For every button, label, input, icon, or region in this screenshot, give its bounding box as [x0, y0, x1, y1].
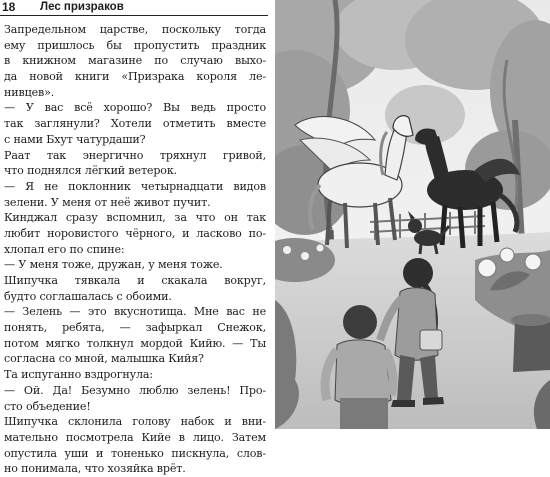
text-line: зелени. У меня от неё живот пучит.	[4, 195, 211, 209]
text-line: да новой книги «Призрака короля ле-	[4, 70, 266, 84]
text-line: будто соглашалась с обоими.	[4, 289, 172, 303]
text-line: — Ой. Да! Безумно люблю зелень! Про-	[4, 383, 266, 397]
text-line: Шипучка тявкала и скакала вокруг,	[4, 274, 266, 287]
text-line: нивцев».	[4, 85, 55, 99]
text-line: потом мягко толкнул мордой Кийю. — Ты	[4, 336, 266, 350]
text-line: Та испуганно вздрогнула:	[4, 368, 153, 382]
text-line: согласна со мной, малышка Кийя?	[4, 352, 204, 366]
body-text-column	[4, 22, 266, 477]
text-line: но понимала, что хозяйка врёт.	[4, 462, 186, 476]
text-line: хлопал его по спине:	[4, 242, 125, 256]
text-line: опустила уши и тоненько пискнула, слов-	[4, 446, 266, 460]
text-line: сто объедение!	[4, 399, 91, 413]
text-line: мательно посмотрела Кийе в лицо. Затем	[4, 430, 266, 444]
text-line: Шипучка склонила голову набок и вни-	[4, 415, 266, 429]
text-line: — Я не поклонник четырнадцати видов	[4, 179, 266, 193]
running-header	[0, 0, 268, 16]
text-line: Кинджал сразу вспомнил, за что он так	[4, 211, 266, 225]
text-line: понять, ребята, — зафыркал Снежок,	[4, 321, 266, 335]
text-line: любит норовистого чёрного, и ласково по-	[4, 226, 266, 240]
text-line: в книжном магазине по случаю выхо-	[4, 54, 266, 68]
text-line: — У меня тоже, дружан, у меня тоже.	[4, 258, 223, 272]
text-line: с нами Бхут чатурдаши?	[4, 132, 146, 146]
text-line: — У вас всё хорошо? Вы ведь просто	[4, 101, 266, 115]
text-line: ему пришлось бы пропустить праздник	[4, 38, 266, 52]
illustration-canvas	[275, 0, 550, 429]
page-number: 18	[2, 0, 16, 14]
text-line: Раат так энергично тряхнул гривой,	[4, 148, 266, 162]
text-line: Запредельном царстве, поскольку тогда	[4, 23, 266, 36]
running-title: Лес призраков	[40, 1, 124, 13]
text-line: что поднялся лёгкий ветерок.	[4, 164, 177, 178]
text-line: — Зелень — это вкуснотища. Мне вас не	[4, 305, 266, 319]
storybook-illustration-icon	[275, 0, 550, 429]
text-line: так заглянули? Хотели отметить вместе	[4, 117, 266, 131]
